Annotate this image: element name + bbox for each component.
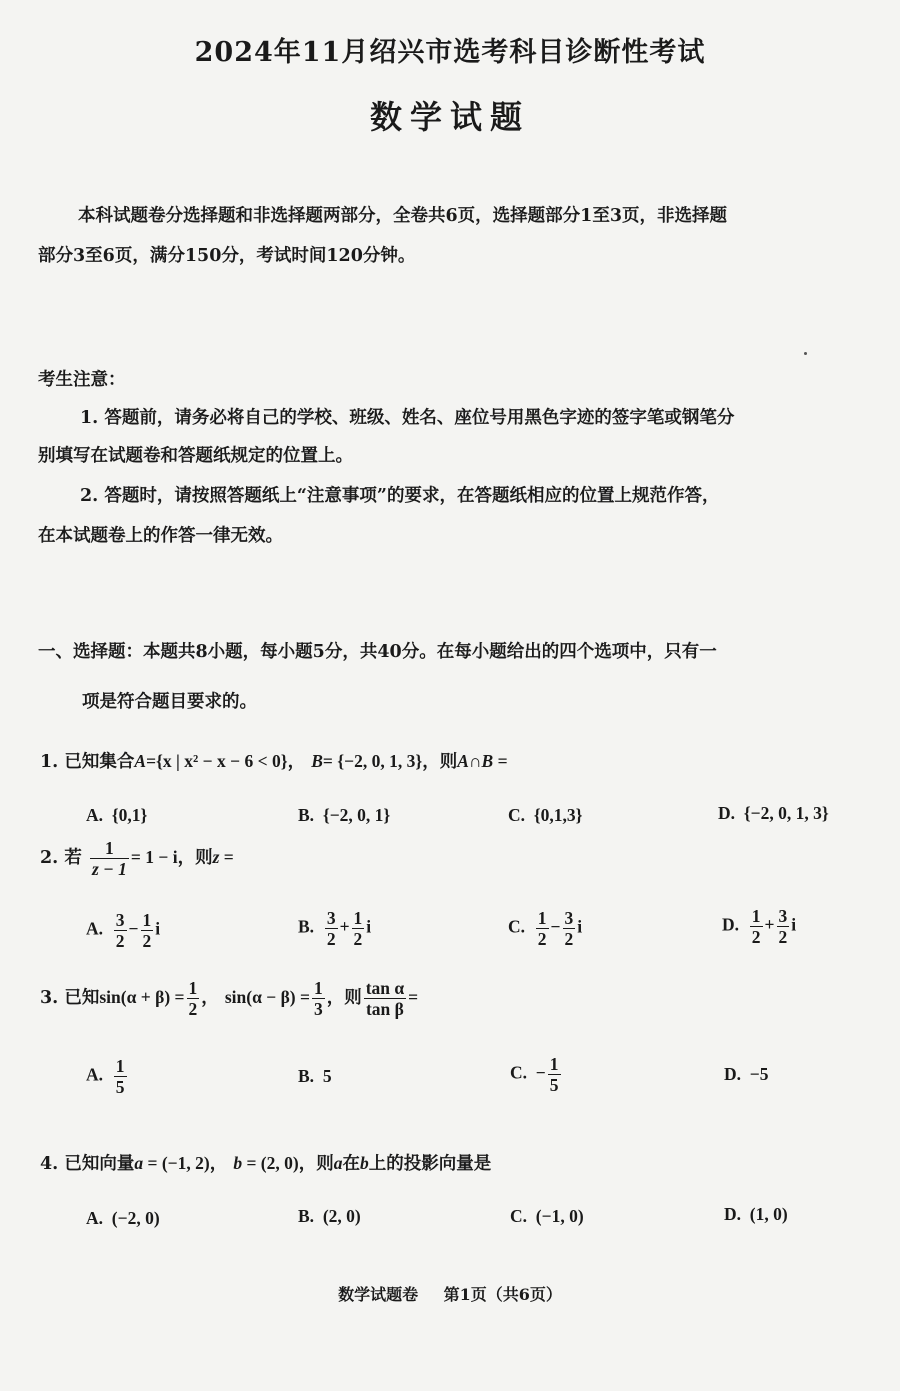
denominator: 3 [313,999,323,1020]
q4-option-b[interactable] [298,1206,361,1227]
question-3 [40,978,418,1019]
numerator: tan α [365,978,405,998]
option-label: C. [508,805,526,825]
intro-line-2: 部分3至6页，满分150分，考试时间120分钟。 [38,246,416,266]
denominator: tan β [365,999,404,1020]
option-value: {−2, 0, 1} [322,805,391,825]
option-value: {0,1,3} [533,805,583,825]
option-value: (2, 0) [322,1206,361,1226]
question-ask: 在 [342,1154,360,1174]
fraction [536,908,549,949]
question-ask: ，则 [298,1154,334,1174]
question-number: 1. [40,752,59,772]
numerator: 1 [313,978,323,998]
question-ask: 上的投影向量是 [368,1154,492,1174]
option-label: B. [298,805,315,825]
separator: ， [287,752,306,772]
denominator: 2 [751,927,761,948]
q4-option-d[interactable] [724,1204,788,1225]
option-value: (−1, 0) [535,1206,584,1226]
option-label: D. [724,1064,742,1084]
option-value: {−2, 0, 1, 3} [743,803,829,823]
set-b-name: B [311,751,323,771]
set-b-expression: = {−2, 0, 1, 3} [322,751,423,771]
option-label: A. [86,918,104,939]
option-value: {0,1} [111,805,148,825]
q2-option-b[interactable] [298,908,371,949]
vector-a: a [134,1153,144,1173]
numerator: 1 [537,908,547,928]
fraction [325,908,338,949]
set-a-name: A [134,751,147,771]
q3-option-a[interactable] [86,1056,129,1097]
denominator: 2 [142,931,152,952]
imaginary-unit: i [155,918,161,939]
equals: = [408,987,419,1008]
question-text: 已知 [64,988,100,1009]
q2-option-a[interactable] [86,910,160,951]
numerator: 1 [549,1054,559,1074]
sine-difference-expression: sin(α − β) = [224,987,310,1008]
denominator: 5 [115,1077,125,1098]
question-2 [40,838,234,879]
fraction [114,1056,127,1097]
numerator: 3 [564,908,574,928]
subject-title: 数学试题 [369,98,530,136]
option-label: A. [86,1064,104,1085]
question-number: 4. [40,1154,59,1174]
denominator: 2 [188,999,198,1020]
numerator: 3 [326,908,336,928]
sine-sum-expression: sin(α + β) = [99,987,185,1008]
question-ask: ，则 [326,988,362,1009]
option-label: D. [722,914,740,935]
question-4 [40,1150,491,1175]
numerator: 1 [90,838,129,859]
numerator: 1 [353,908,363,928]
question-number: 2. [40,848,59,869]
option-label: B. [298,1066,315,1086]
q2-option-c[interactable] [508,908,582,949]
fraction [750,906,763,947]
numerator: 3 [778,906,788,926]
vector-b: b [233,1153,243,1173]
fraction [114,910,127,951]
q3-option-b[interactable] [298,1066,332,1087]
option-value: (−2, 0) [111,1208,160,1228]
negative-sign: − [535,1062,546,1083]
option-value: 5 [322,1066,332,1086]
operator: + [764,914,775,935]
denominator: 2 [353,929,363,950]
numerator: 1 [751,906,761,926]
q1-option-d[interactable] [718,803,829,824]
intro-line-1: 本科试题卷分选择题和非选择题两部分，全卷共6页，选择题部分1至3页，非选择题 [78,206,728,226]
imaginary-unit: i [791,914,797,935]
option-label: C. [510,1062,528,1083]
option-label: D. [718,803,736,823]
option-value: −5 [749,1064,769,1084]
option-value: (1, 0) [749,1204,788,1224]
notice-item-2-line-2: 在本试题卷上的作答一律无效。 [38,526,283,546]
notice-item-1-line-2: 别填写在试题卷和答题纸规定的位置上。 [38,446,353,466]
vector-b-value: = (2, 0) [242,1153,299,1173]
tangent-ratio [364,978,406,1019]
numerator: 1 [188,978,198,998]
fraction [312,978,325,1019]
denominator: 2 [537,929,547,950]
question-number: 3. [40,988,59,1009]
vector-a-value: = (−1, 2) [143,1153,210,1173]
operator: − [128,918,139,939]
q4-option-a[interactable] [86,1208,160,1229]
operator: − [550,916,561,937]
set-a-expression: ={x | x² − x − 6 < 0} [146,751,288,771]
numerator: 3 [115,910,125,930]
intersection-expression: A∩B = [457,751,508,771]
question-text: 已知向量 [64,1154,135,1174]
page-footer [0,1282,900,1305]
fraction [187,978,200,1019]
q2-option-d[interactable] [722,906,796,947]
fraction [777,906,790,947]
footer-title: 数学试题卷 [338,1285,419,1304]
imaginary-unit: i [577,916,583,937]
denominator: 2 [564,929,574,950]
option-label: C. [508,916,526,937]
vector-a: a [333,1153,343,1173]
page-number: 第1页（共6页） [443,1285,562,1304]
imaginary-unit: i [366,916,372,937]
q1-option-a[interactable] [86,805,147,826]
denominator: 2 [778,927,788,948]
separator: ， [209,1154,228,1174]
numerator: 1 [115,1056,125,1076]
notice-item-2-line-1: 2. 答题时，请按照答题纸上“注意事项”的要求，在答题纸相应的位置上规范作答， [80,486,720,506]
notice-heading: 考生注意： [38,370,126,390]
section-heading-line-1: 一、选择题：本题共8小题，每小题5分，共40分。在每小题给出的四个选项中，只有一 [38,642,717,662]
question-text: 已知集合 [64,752,135,772]
fraction [141,910,154,951]
fraction [548,1054,561,1095]
option-label: B. [298,916,315,937]
q1-option-c[interactable] [508,805,583,826]
separator: ， [201,988,219,1009]
option-label: A. [86,805,104,825]
denominator: z − 1 [91,859,127,880]
option-label: C. [510,1206,528,1226]
q3-option-d[interactable] [724,1064,769,1085]
question-ask: ，则 [177,848,213,869]
option-label: B. [298,1206,315,1226]
section-heading-line-2: 项是符合题目要求的。 [82,692,257,712]
question-ask: ，则 [422,752,458,772]
denominator: 5 [549,1075,559,1096]
question-1 [40,748,508,773]
vector-b: b [359,1153,369,1173]
equation-rhs: = 1 − i [130,847,178,868]
equals: = [219,847,234,868]
numerator: 1 [142,910,152,930]
denominator: 2 [326,929,336,950]
exam-title: 2024年11月绍兴市选考科目诊断性考试 [194,37,706,68]
option-label: D. [724,1204,742,1224]
q1-option-b[interactable] [298,805,390,826]
operator: + [339,916,350,937]
q3-option-c[interactable] [510,1054,563,1095]
notice-item-1-line-1: 1. 答题前，请务必将自己的学校、班级、姓名、座位号用黑色字迹的签字笔或钢笔分 [80,408,735,428]
q4-option-c[interactable] [510,1206,584,1227]
variable: z [212,847,220,868]
question-text: 若 [64,848,82,869]
denominator: 2 [115,931,125,952]
fraction [563,908,576,949]
fraction [90,838,129,879]
scan-speck [804,352,807,355]
fraction [352,908,365,949]
option-label: A. [86,1208,104,1228]
